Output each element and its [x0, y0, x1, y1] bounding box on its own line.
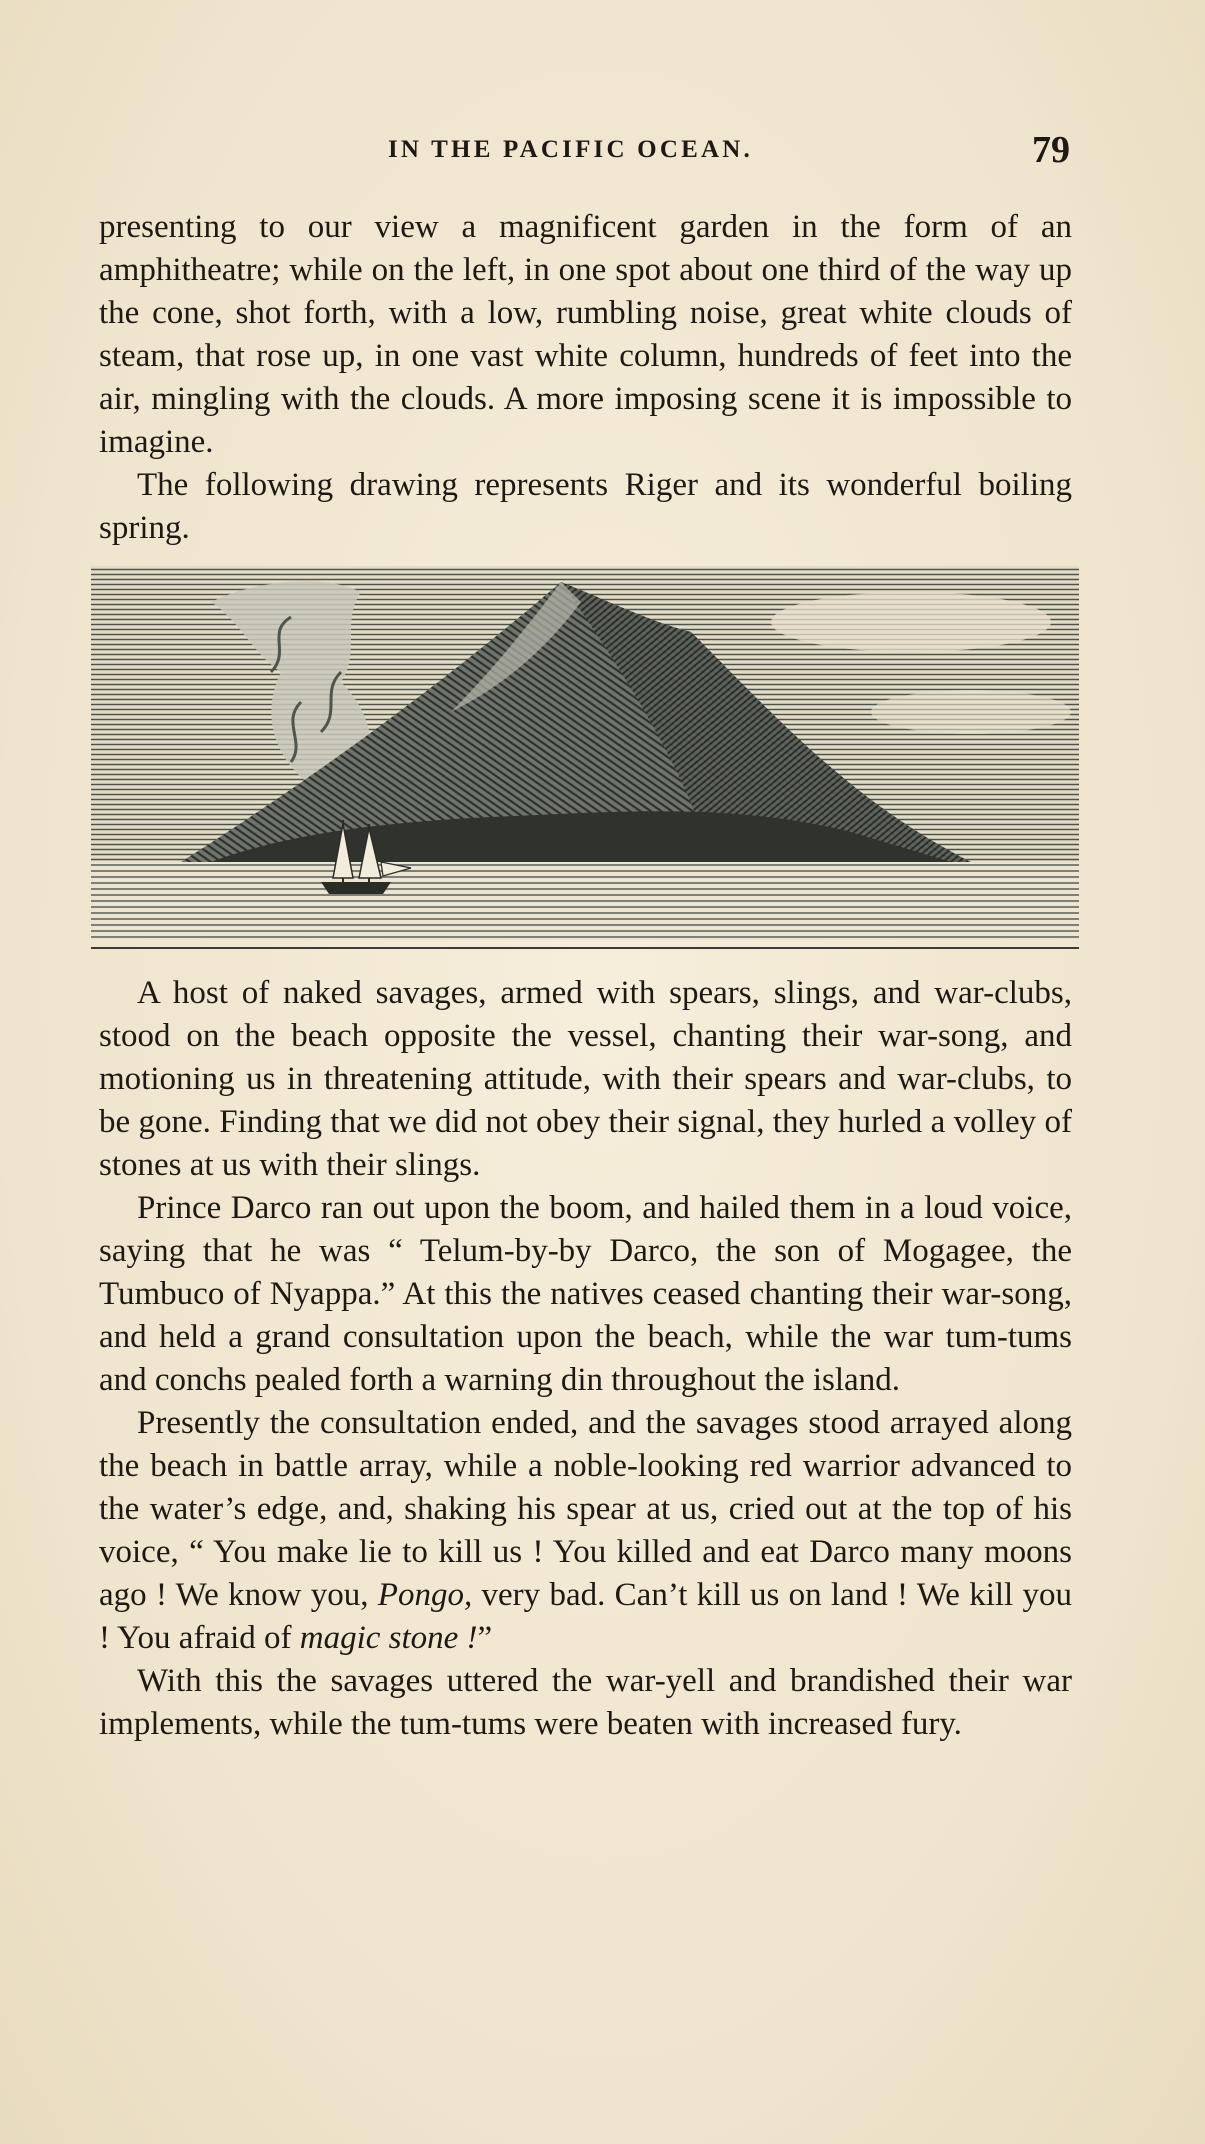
speech-text: Presently the consultation ended, and the savages stood arrayed along the beach in battle array, while a noble-looking red warrior advanced to the water’s edge, and, shaking his spear at us, cried out at the top of his voice, “ You make lie to kill us ! You killed and eat Darco many moons ago ! We know you, — [99, 1405, 1072, 1613]
speech-text: very bad. Can’t kill us on land ! We kill you ! You afraid of — [99, 1577, 1073, 1656]
island-engraving-illustration — [91, 562, 1079, 957]
text-block-bottom — [99, 972, 1072, 1746]
italic-magic-stone: magic stone ! — [299, 1620, 478, 1656]
paragraph-savages: A host of naked savages, armed with spears, slings, and war-clubs, stood on the beach opposite the vessel, chanting their war-song, and motioning us in threatening attitude, with their spears and war-clubs, to be gone. Finding that we did not obey their signal, they hurled a volley of stones at us with their slings. — [99, 975, 1072, 1183]
italic-pongo: Pongo, — [377, 1577, 473, 1613]
text-block-top — [99, 206, 1072, 550]
paragraph-prince-darco: Prince Darco ran out upon the boom, and hailed them in a loud voice, saying that he was “ Telum-by-by Darco, the son of Mogagee, the Tumbuco of Nyappa.” At this the natives ceased chanting their war-song, and held a grand consultation upon the beach, while the war tum-tums and conchs pealed forth a warning din throughout the island. — [99, 1190, 1072, 1398]
cloud — [771, 592, 1051, 652]
running-title: IN THE PACIFIC OCEAN. — [388, 136, 753, 163]
paragraph-continued: presenting to our view a magnificent garden in the form of an amphitheatre; while on the left, in one spot about one third of the way up the cone, shot forth, with a low, rumbling noise, great white clouds of steam, that rose up, in one vast white column, hundreds of feet into the air, mingling with the clouds. A more imposing scene it is impossible to imagine. — [99, 209, 1072, 460]
running-head — [0, 128, 1205, 172]
paragraph-warrior-speech — [99, 1402, 1072, 1660]
speech-text: ” — [477, 1620, 493, 1656]
cloud — [871, 690, 1071, 734]
paragraph-war-yell: With this the savages uttered the war-yell and brandished their war implements, while the tum-tums were beaten with increased fury. — [99, 1663, 1072, 1742]
page-number: 79 — [1032, 129, 1070, 171]
paragraph-drawing-intro: The following drawing represents Riger and its wonderful boiling spring. — [99, 467, 1072, 546]
sea-hatching — [91, 862, 1079, 940]
